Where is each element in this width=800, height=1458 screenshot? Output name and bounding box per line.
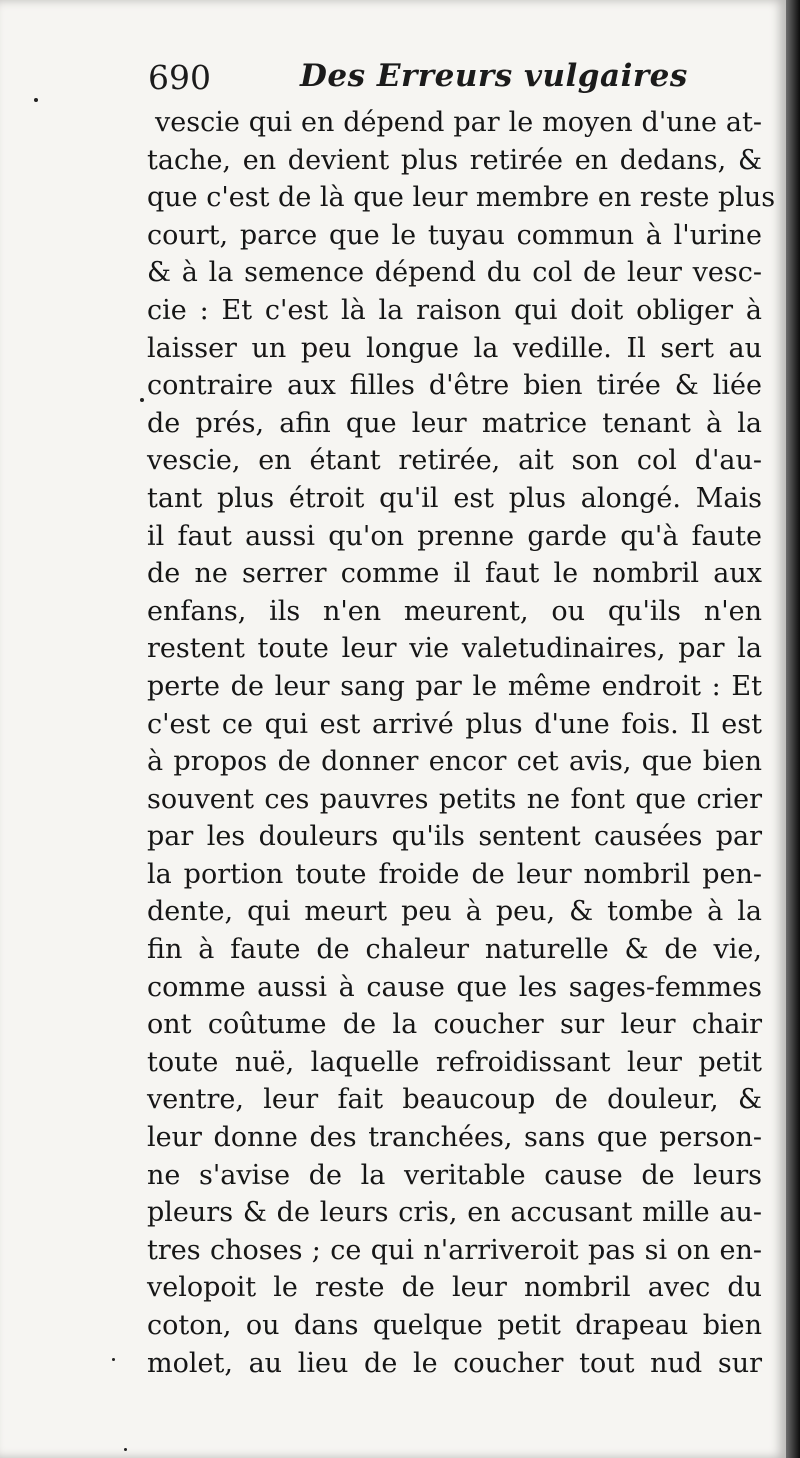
text-line: tache, en devient plus retirée en dedans, & <box>147 144 762 176</box>
text-line: vescie qui en dépend par le moyen d'une at- <box>155 107 762 138</box>
text-line: tant plus étroit qu'il est plus alongé. Mais <box>147 482 762 514</box>
text-line: pleurs & de leurs cris, en accusant mille au- <box>147 1197 762 1229</box>
body-text <box>147 104 776 1382</box>
text-line: ne s'avise de la veritable cause de leurs <box>147 1159 762 1191</box>
ink-speck <box>124 1448 127 1451</box>
text-line: tres choses ; ce qui n'arriveroit pas si on en- <box>147 1234 762 1266</box>
text-line: leur donne des tranchées, sans que person- <box>147 1122 762 1154</box>
text-line: fin à faute de chaleur naturelle & de vie, <box>147 934 762 966</box>
text-line: comme aussi à cause que les sages-femmes <box>147 971 762 1003</box>
text-line: toute nuë, laquelle refroidissant leur petit <box>147 1046 762 1078</box>
text-line: court, parce que le tuyau commun à l'urine <box>147 219 762 251</box>
text-line: ventre, leur fait beaucoup de douleur, & <box>147 1084 762 1116</box>
page-number: 690 <box>148 58 211 97</box>
ink-speck <box>112 1358 115 1361</box>
page-gutter <box>786 0 800 1458</box>
text-line: restent toute leur vie valetudinaires, par la <box>147 633 762 665</box>
text-line: c'est ce qui est arrivé plus d'une fois. Il est <box>147 708 762 740</box>
text-line: souvent ces pauvres petits ne font que crier <box>147 783 762 815</box>
text-line: & à la semence dépend du col de leur vesc- <box>147 257 762 289</box>
text-line: de prés, afin que leur matrice tenant à la <box>147 407 762 439</box>
text-line: ont coûtume de la coucher sur leur chair <box>147 1009 762 1041</box>
text-line: il faut aussi qu'on prenne garde qu'à faute <box>147 520 762 552</box>
text-line: par les douleurs qu'ils sentent causées par <box>147 821 762 853</box>
text-line: dente, qui meurt peu à peu, & tombe à la <box>147 896 762 928</box>
text-line: à propos de donner encor cet avis, que bien <box>147 746 762 778</box>
text-line: perte de leur sang par le même endroit : Et <box>147 670 762 702</box>
ink-speck <box>34 98 38 102</box>
text-line: la portion toute froide de leur nombril pen- <box>147 858 762 890</box>
text-line: velopoit le reste de leur nombril avec du <box>147 1272 762 1304</box>
text-line: de ne serrer comme il faut le nombril aux <box>147 558 762 590</box>
text-line: cie : Et c'est là la raison qui doit obliger à <box>147 294 762 326</box>
text-line: coton, ou dans quelque petit drapeau bien <box>147 1310 762 1341</box>
text-line: molet, au lieu de le coucher tout nud sur <box>147 1347 762 1379</box>
text-line: que c'est de là que leur membre en reste plus <box>147 182 776 214</box>
text-line: enfans, ils n'en meurent, ou qu'ils n'en <box>147 595 762 627</box>
page-header <box>148 56 758 106</box>
ink-speck <box>140 398 144 402</box>
text-line: vescie, en étant retirée, ait son col d'au- <box>147 445 762 477</box>
text-line: laisser un peu longue la vedille. Il sert au <box>147 332 762 364</box>
running-title: Des Erreurs vulgaires <box>300 58 688 94</box>
text-line: contraire aux filles d'être bien tirée & liée <box>147 370 762 402</box>
